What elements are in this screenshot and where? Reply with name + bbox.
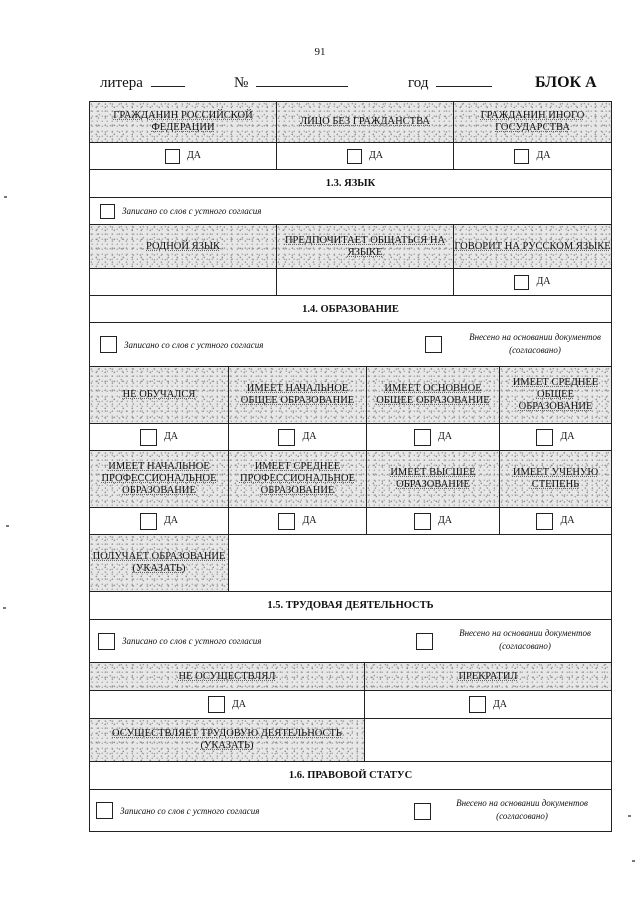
scan-speck [3, 607, 6, 609]
yes-label: ДА [302, 431, 317, 442]
employment-oral-checkbox[interactable] [98, 633, 115, 650]
stateless-checkbox[interactable] [347, 149, 362, 164]
oral-consent-label: Записано со слов с устного согласия [120, 805, 260, 816]
secondary-general-checkbox[interactable] [536, 429, 553, 446]
academic-degree-checkbox[interactable] [536, 513, 553, 530]
citizenship-options-row [90, 101, 611, 143]
primary-vocational-checkbox[interactable] [140, 513, 157, 530]
yes-label: ДА [368, 150, 384, 161]
preferred-language-answer[interactable] [277, 269, 454, 295]
stopped-working-yes [365, 691, 611, 718]
yes-label: ДА [492, 698, 508, 710]
year-field [408, 74, 492, 92]
never-worked-checkbox[interactable] [208, 696, 225, 713]
legal-status-section-header [90, 762, 611, 790]
yes-label: ДА [163, 431, 179, 442]
yes-label: ДА [437, 431, 453, 442]
working-row [90, 719, 611, 762]
education-yes-row-1 [90, 424, 611, 451]
receiving-education-specify[interactable] [229, 535, 611, 591]
no-education-checkbox[interactable] [140, 429, 157, 446]
block-title: БЛОК А [535, 74, 597, 91]
academic-degree-yes [500, 508, 611, 534]
education-section-title: 1.4. ОБРАЗОВАНИЕ [302, 303, 399, 315]
legal-status-oral-checkbox[interactable] [96, 802, 113, 819]
receiving-education-option: ПОЛУЧАЕТ ОБРАЗОВАНИЕ (УКАЗАТЬ) [90, 535, 229, 591]
yes-label: ДА [536, 150, 551, 161]
primary-general-yes [229, 424, 367, 450]
speaks-russian-option: ГОВОРИТ НА РУССКОМ ЯЗЫКЕ [454, 225, 611, 268]
yes-label: ДА [560, 431, 575, 442]
speaks-russian-yes [454, 269, 611, 295]
citizenship-yes-row [90, 143, 611, 170]
education-docs-checkbox[interactable] [425, 336, 442, 353]
higher-education-option: ИМЕЕТ ВЫСШЕЕ ОБРАЗОВАНИЕ [367, 451, 500, 507]
citizen-rf-checkbox[interactable] [165, 149, 180, 164]
employment-source-row [90, 620, 611, 663]
secondary-vocational-checkbox[interactable] [278, 513, 295, 530]
basic-general-option: ИМЕЕТ ОСНОВНОЕ ОБЩЕЕ ОБРАЗОВАНИЕ [367, 367, 500, 423]
foreign-citizen-checkbox[interactable] [514, 149, 529, 164]
litera-field [100, 74, 185, 92]
yes-label: ДА [231, 698, 247, 710]
stateless-option: ЛИЦО БЕЗ ГРАЖДАНСТВА [277, 102, 454, 142]
docs-agreed-label: (согласовано) [499, 641, 551, 651]
docs-label: Внесено на основании документов [456, 798, 588, 808]
basic-general-yes [367, 424, 500, 450]
docs-agreed-label: (согласовано) [496, 811, 548, 821]
number-input-line[interactable] [256, 74, 348, 87]
employment-section-header [90, 592, 611, 620]
page-number: 91 [314, 46, 326, 58]
employment-docs-note [440, 627, 610, 653]
foreign-citizen-option: ГРАЖДАНИН ИНОГО ГОСУДАРСТВА [454, 102, 611, 142]
no-education-option: НЕ ОБУЧАЛСЯ [90, 367, 229, 423]
year-label: год [408, 75, 429, 91]
language-section-header [90, 170, 611, 198]
preferred-language-option: ПРЕДПОЧИТАЕТ ОБЩАТЬСЯ НА ЯЗЫКЕ [277, 225, 454, 268]
yes-label: ДА [302, 515, 317, 526]
education-docs-note [450, 331, 620, 357]
no-education-yes [90, 424, 229, 450]
docs-label: Внесено на основании документов [469, 332, 601, 342]
language-oral-note [90, 198, 611, 224]
employment-docs-checkbox[interactable] [416, 633, 433, 650]
basic-general-checkbox[interactable] [414, 429, 431, 446]
primary-vocational-yes [90, 508, 229, 534]
legal-status-section-title: 1.6. ПРАВОВОЙ СТАТУС [288, 770, 413, 781]
scan-speck [6, 525, 9, 527]
native-language-option: РОДНОЙ ЯЗЫК [90, 225, 277, 268]
oral-consent-label: Записано со слов с устного согласия [124, 339, 264, 350]
currently-working-option: ОСУЩЕСТВЛЯЕТ ТРУДОВУЮ ДЕЯТЕЛЬНОСТЬ (УКАЗАТЬ) [90, 719, 365, 761]
scan-speck [632, 860, 635, 862]
year-input-line[interactable] [436, 74, 492, 87]
academic-degree-option: ИМЕЕТ УЧЕНУЮ СТЕПЕНЬ [500, 451, 611, 507]
citizen-rf-yes [90, 143, 277, 169]
language-options-row [90, 225, 611, 269]
docs-label: Внесено на основании документов [459, 628, 591, 638]
education-options-row-1 [90, 367, 611, 424]
yes-label: ДА [536, 276, 551, 287]
language-answer-row [90, 269, 611, 296]
native-language-answer[interactable] [90, 269, 277, 295]
litera-input-line[interactable] [151, 74, 185, 87]
citizen-rf-option: ГРАЖДАНИН РОССИЙСКОЙ ФЕДЕРАЦИИ [90, 102, 277, 142]
secondary-general-option: ИМЕЕТ СРЕДНЕЕ ОБЩЕЕ ОБРАЗОВАНИЕ [500, 367, 611, 423]
oral-consent-label: Записано со слов с устного согласия [122, 206, 262, 216]
never-worked-option: НЕ ОСУЩЕСТВЛЯЛ [90, 663, 365, 690]
secondary-vocational-option: ИМЕЕТ СРЕДНЕЕ ПРОФЕССИОНАЛЬНОЕ ОБРАЗОВАНИЕ [229, 451, 367, 507]
secondary-vocational-yes [229, 508, 367, 534]
stopped-working-option: ПРЕКРАТИЛ [365, 663, 611, 690]
scan-speck [4, 196, 7, 198]
never-worked-yes [90, 691, 365, 718]
scan-speck [628, 815, 631, 817]
receiving-education-row [90, 535, 611, 592]
primary-general-option: ИМЕЕТ НАЧАЛЬНОЕ ОБЩЕЕ ОБРАЗОВАНИЕ [229, 367, 367, 423]
employment-options-row [90, 663, 611, 691]
education-oral-checkbox[interactable] [100, 336, 117, 353]
primary-vocational-option: ИМЕЕТ НАЧАЛЬНОЕ ПРОФЕССИОНАЛЬНОЕ ОБРАЗОВАНИЕ [90, 451, 229, 507]
education-yes-row-2 [90, 508, 611, 535]
language-oral-checkbox[interactable] [100, 204, 115, 219]
stateless-yes [277, 143, 454, 169]
yes-label: ДА [560, 515, 575, 526]
currently-working-specify[interactable] [365, 719, 611, 761]
yes-label: ДА [163, 515, 179, 526]
stopped-working-checkbox[interactable] [469, 696, 486, 713]
legal-status-source-row [90, 790, 611, 832]
education-section-header [90, 296, 611, 323]
language-section-title: 1.3. ЯЗЫК [325, 178, 376, 189]
litera-label: литера [100, 75, 143, 91]
education-source-row [90, 323, 611, 367]
legal-status-docs-checkbox[interactable] [414, 803, 431, 820]
primary-general-checkbox[interactable] [278, 429, 295, 446]
higher-education-yes [367, 508, 500, 534]
higher-education-checkbox[interactable] [414, 513, 431, 530]
foreign-citizen-yes [454, 143, 611, 169]
number-label: № [234, 75, 249, 91]
employment-yes-row [90, 691, 611, 719]
registration-form [89, 101, 612, 832]
employment-section-title: 1.5. ТРУДОВАЯ ДЕЯТЕЛЬНОСТЬ [267, 600, 434, 611]
education-options-row-2 [90, 451, 611, 508]
language-source-row [90, 198, 611, 225]
docs-agreed-label: (согласовано) [509, 345, 561, 355]
oral-consent-label: Записано со слов с устного согласия [122, 636, 262, 646]
number-field [234, 74, 348, 92]
legal-status-docs-note [436, 797, 608, 823]
secondary-general-yes [500, 424, 611, 450]
speaks-russian-checkbox[interactable] [514, 275, 529, 290]
yes-label: ДА [186, 150, 202, 161]
yes-label: ДА [437, 515, 453, 526]
